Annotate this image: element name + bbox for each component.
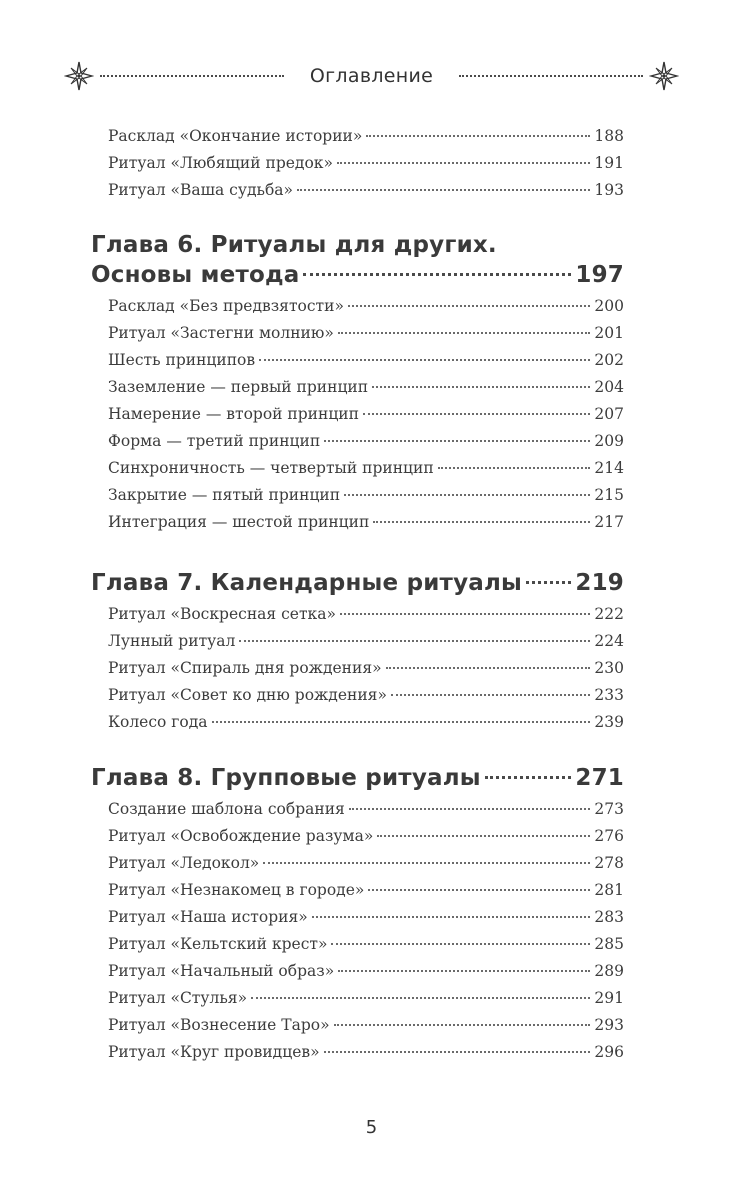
toc-entry-page: 276 <box>594 827 624 845</box>
toc-entry[interactable] <box>108 378 624 405</box>
toc-entry-title: Интеграция — шестой принцип <box>108 513 370 531</box>
dotted-leader <box>239 640 590 642</box>
toc-entry[interactable] <box>108 827 624 854</box>
dotted-leader <box>312 916 591 918</box>
toc-entry-title: Ритуал «Спираль дня рождения» <box>108 659 382 677</box>
toc-entry[interactable] <box>108 686 624 713</box>
chapter-page: 197 <box>575 262 624 288</box>
toc-entry[interactable] <box>108 1043 624 1070</box>
toc-entry[interactable] <box>108 800 624 827</box>
chapter-title: Основы метода <box>91 262 300 288</box>
dotted-leader <box>340 613 590 615</box>
toc-entry-title: Ритуал «Совет ко дню рождения» <box>108 686 387 704</box>
toc-entry[interactable] <box>108 713 624 740</box>
toc-entry[interactable] <box>108 989 624 1016</box>
toc-entry-title: Ритуал «Ледокол» <box>108 854 260 872</box>
toc-entry-title: Ритуал «Круг провидцев» <box>108 1043 320 1061</box>
toc-entry-title: Ритуал «Ваша судьба» <box>108 181 294 199</box>
toc-entry-page: 222 <box>594 605 624 623</box>
page-header <box>64 60 679 92</box>
dotted-leader <box>391 694 590 696</box>
toc-entry-title: Шесть принципов <box>108 351 256 369</box>
toc-entry-page: 217 <box>594 513 624 531</box>
dotted-leader <box>337 162 590 164</box>
toc-entry-title: Ритуал «Застегни молнию» <box>108 324 334 342</box>
chapter-page: 219 <box>575 570 624 596</box>
dotted-leader <box>303 273 571 276</box>
toc-entry-title: Заземление — первый принцип <box>108 378 369 396</box>
chapter-heading[interactable] <box>91 232 624 264</box>
dotted-leader <box>386 667 591 669</box>
toc-entry-page: 215 <box>594 486 624 504</box>
dotted-leader <box>251 997 590 999</box>
toc-entry-page: 200 <box>594 297 624 315</box>
header-dotted-leader-right <box>459 75 643 77</box>
toc-entry[interactable] <box>108 632 624 659</box>
header-title: Оглавление <box>309 65 434 87</box>
dotted-leader <box>372 386 590 388</box>
chapter-heading[interactable] <box>91 262 624 294</box>
toc-entry-title: Ритуал «Стулья» <box>108 989 248 1007</box>
toc-entry-title: Закрытие — пятый принцип <box>108 486 341 504</box>
dotted-leader <box>297 189 590 191</box>
star-ornament-icon <box>64 61 94 91</box>
chapter-heading[interactable] <box>91 765 624 797</box>
toc-entry-page: 201 <box>594 324 624 342</box>
star-ornament-icon <box>649 61 679 91</box>
toc-entry-title: Лунный ритуал <box>108 632 236 650</box>
toc-entry-title: Форма — третий принцип <box>108 432 321 450</box>
dotted-leader <box>334 1024 591 1026</box>
toc-entry-title: Намерение — второй принцип <box>108 405 359 423</box>
toc-entry-title: Синхроничность — четвертый принцип <box>108 459 434 477</box>
dotted-leader <box>324 440 590 442</box>
toc-entry-page: 207 <box>594 405 624 423</box>
toc-entry[interactable] <box>108 486 624 513</box>
dotted-leader <box>212 721 591 723</box>
toc-entry-page: 239 <box>594 713 624 731</box>
dotted-leader <box>377 835 590 837</box>
toc-entry-title: Ритуал «Наша история» <box>108 908 308 926</box>
toc-entry-title: Ритуал «Незнакомец в городе» <box>108 881 365 899</box>
dotted-leader <box>366 135 590 137</box>
toc-entry[interactable] <box>108 881 624 908</box>
toc-entry-title: Ритуал «Вознесение Таро» <box>108 1016 330 1034</box>
dotted-leader <box>338 970 590 972</box>
dotted-leader <box>438 467 591 469</box>
toc-entry-page: 230 <box>594 659 624 677</box>
toc-entry-page: 191 <box>594 154 624 172</box>
toc-entry[interactable] <box>108 405 624 432</box>
toc-entry-page: 202 <box>594 351 624 369</box>
toc-entry[interactable] <box>108 1016 624 1043</box>
toc-entry-title: Расклад «Окончание истории» <box>108 127 363 145</box>
toc-entry-page: 278 <box>594 854 624 872</box>
toc-entry-page: 291 <box>594 989 624 1007</box>
dotted-leader <box>324 1051 591 1053</box>
page-number: 5 <box>365 1117 378 1138</box>
toc-entry-title: Ритуал «Кельтский крест» <box>108 935 328 953</box>
dotted-leader <box>259 359 590 361</box>
toc-entry-title: Ритуал «Любящий предок» <box>108 154 333 172</box>
toc-entry-page: 293 <box>594 1016 624 1034</box>
toc-entry-page: 289 <box>594 962 624 980</box>
dotted-leader <box>331 943 590 945</box>
toc-entry-page: 296 <box>594 1043 624 1061</box>
toc-entry[interactable] <box>108 854 624 881</box>
dotted-leader <box>338 332 591 334</box>
dotted-leader <box>348 305 590 307</box>
toc-entry-page: 233 <box>594 686 624 704</box>
toc-entry[interactable] <box>108 659 624 686</box>
chapter-heading[interactable] <box>91 570 624 602</box>
dotted-leader <box>526 581 571 584</box>
toc-entry[interactable] <box>108 935 624 962</box>
toc-entry-title: Расклад «Без предвзятости» <box>108 297 344 315</box>
chapter-title: Глава 8. Групповые ритуалы <box>91 765 481 791</box>
chapter-page: 271 <box>575 765 624 791</box>
toc-entry-page: 224 <box>594 632 624 650</box>
toc-entry-page: 204 <box>594 378 624 396</box>
toc-entry-title: Ритуал «Освобождение разума» <box>108 827 374 845</box>
toc-entry[interactable] <box>108 297 624 324</box>
dotted-leader <box>485 776 572 779</box>
dotted-leader <box>363 413 590 415</box>
toc-entry[interactable] <box>108 181 624 208</box>
toc-entry-page: 283 <box>594 908 624 926</box>
toc-entry-title: Ритуал «Воскресная сетка» <box>108 605 336 623</box>
toc-entry-page: 214 <box>594 459 624 477</box>
toc-entry-page: 285 <box>594 935 624 953</box>
dotted-leader <box>349 808 591 810</box>
toc-entry-page: 188 <box>594 127 624 145</box>
toc-entry[interactable] <box>108 962 624 989</box>
toc-entry-title: Создание шаблона собрания <box>108 800 345 818</box>
dotted-leader <box>344 494 590 496</box>
dotted-leader <box>373 521 590 523</box>
dotted-leader <box>368 889 590 891</box>
toc-entry-page: 209 <box>594 432 624 450</box>
toc-entry[interactable] <box>108 459 624 486</box>
header-dotted-leader-left <box>100 75 284 77</box>
toc-entry[interactable] <box>108 513 624 540</box>
toc-entry-page: 281 <box>594 881 624 899</box>
chapter-title-line1: Глава 6. Ритуалы для других. <box>91 232 497 258</box>
toc-entry-title: Ритуал «Начальный образ» <box>108 962 335 980</box>
toc-entry[interactable] <box>108 351 624 378</box>
toc-entry[interactable] <box>108 127 624 154</box>
toc-entry[interactable] <box>108 605 624 632</box>
chapter-title: Глава 7. Календарные ритуалы <box>91 570 523 596</box>
toc-entry[interactable] <box>108 324 624 351</box>
toc-entry-title: Колесо года <box>108 713 208 731</box>
toc-entry-page: 193 <box>594 181 624 199</box>
dotted-leader <box>263 862 590 864</box>
toc-entry[interactable] <box>108 432 624 459</box>
toc-entry[interactable] <box>108 154 624 181</box>
toc-entry-page: 273 <box>594 800 624 818</box>
toc-entry[interactable] <box>108 908 624 935</box>
